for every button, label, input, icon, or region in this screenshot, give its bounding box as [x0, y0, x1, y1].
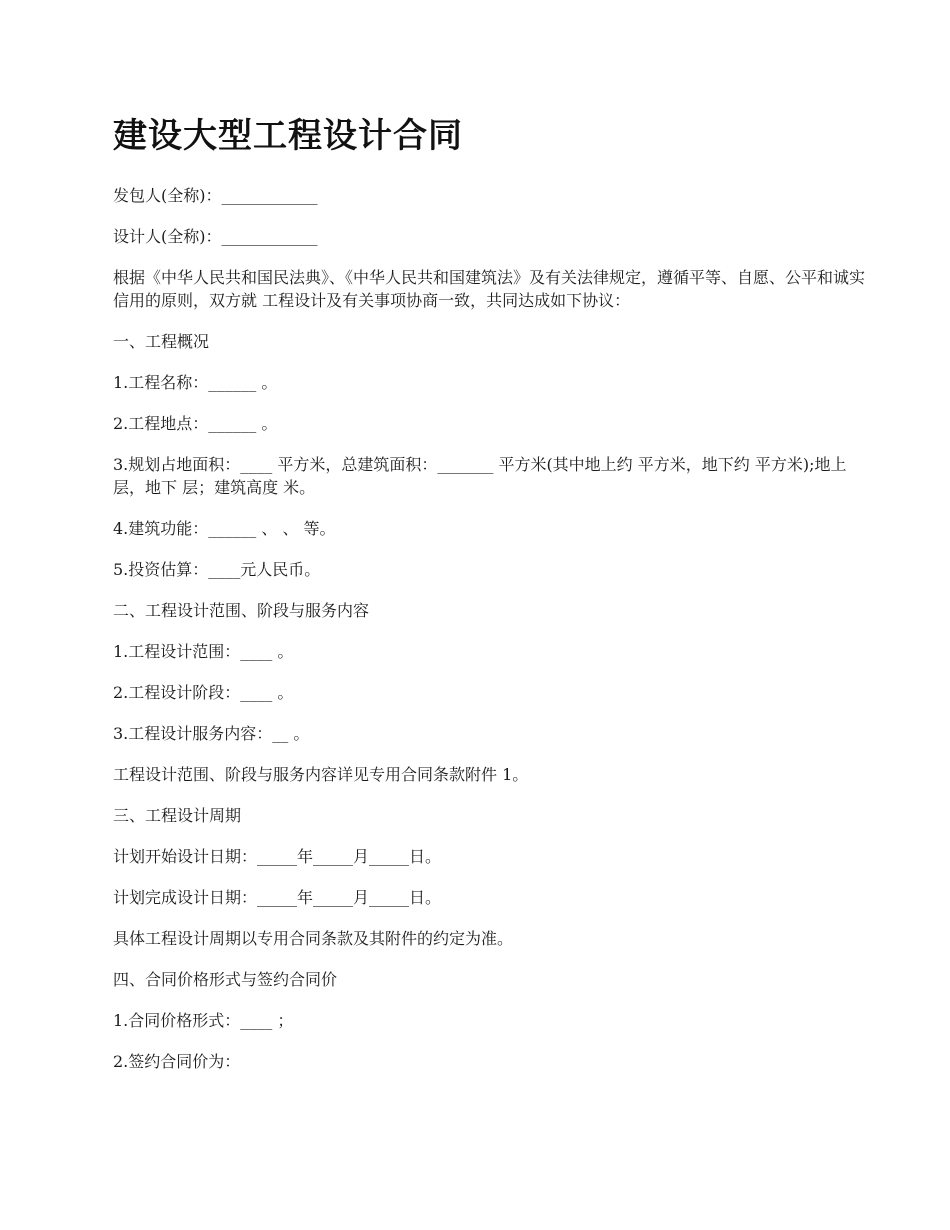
designer-line: 设计人(全称)：____________: [113, 227, 318, 246]
document-page: [113, 112, 873, 1091]
design-stage-line: 2.工程设计阶段：____ 。: [113, 683, 294, 702]
planned-finish-date-line: 计划完成设计日期：_____年_____月_____日。: [113, 888, 442, 907]
project-name-line: 1.工程名称：______ 。: [113, 373, 278, 392]
price-form-line: 1.合同价格形式：____ ；: [113, 1011, 294, 1030]
project-location-line: 2.工程地点：______ 。: [113, 414, 278, 433]
building-function-line: 4.建筑功能：______ 、 、 等。: [113, 519, 336, 538]
section-heading-2: 二、工程设计范围、阶段与服务内容: [113, 601, 370, 620]
contract-price-line: 2.签约合同价为：: [113, 1052, 241, 1071]
employer-line: 发包人(全称)：____________: [113, 186, 318, 205]
document-title: 建设大型工程设计合同: [113, 116, 463, 156]
preamble-paragraph: 根据《中华人民共和国民法典》、《中华人民共和国建筑法》及有关法律规定，遵循平等、自愿、公平和诚实信用的原则，双方就 工程设计及有关事项协商一致，共同达成如下协议：: [113, 268, 866, 310]
planned-start-date-line: 计划开始设计日期：_____年_____月_____日。: [113, 847, 442, 866]
design-service-line: 3.工程设计服务内容：__ 。: [113, 724, 310, 743]
design-period-note-line: 具体工程设计周期以专用合同条款及其附件的约定为准。: [113, 929, 514, 948]
project-area-paragraph: 3.规划占地面积：____ 平方米，总建筑面积：_______ 平方米(其中地上约 平方米，地下约 平方米);地上 层，地下 层；建筑高度 米。: [113, 455, 852, 497]
investment-estimate-line: 5.投资估算：____元人民币。: [113, 560, 321, 579]
scope-reference-line: 工程设计范围、阶段与服务内容详见专用合同条款附件 1。: [113, 765, 529, 784]
section-heading-4: 四、合同价格形式与签约合同价: [113, 970, 338, 989]
design-scope-line: 1.工程设计范围：____ 。: [113, 642, 294, 661]
section-heading-1: 一、工程概况: [113, 332, 210, 351]
section-heading-3: 三、工程设计周期: [113, 806, 242, 825]
